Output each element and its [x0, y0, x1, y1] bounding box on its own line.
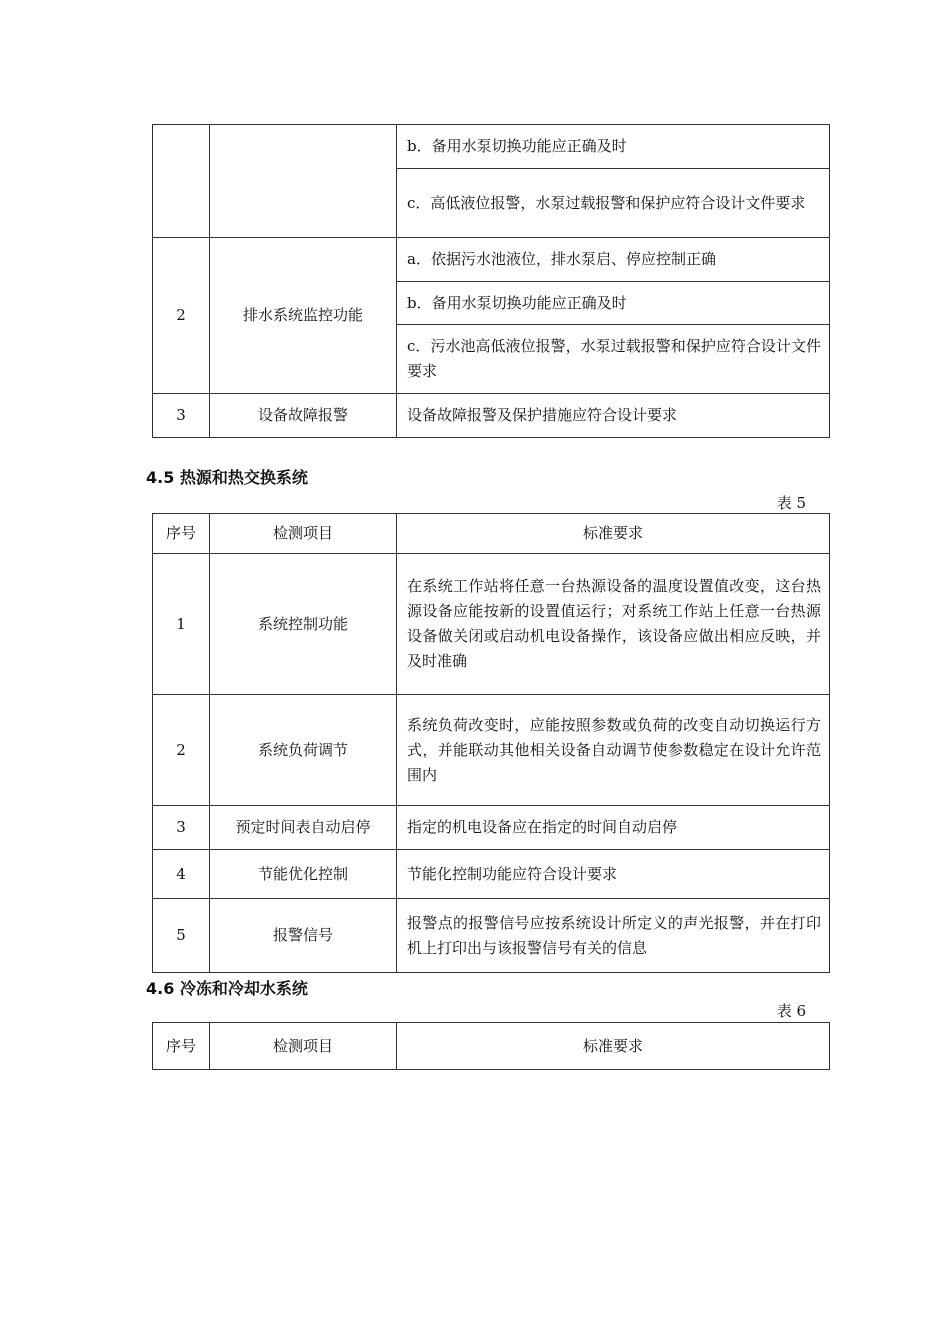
cell-req: 系统负荷改变时，应能按照参数或负荷的改变自动切换运行方式，并能联动其他相关设备自动调节使参数稳定在设计允许范围内 [397, 695, 830, 806]
table-header-row [153, 1023, 830, 1070]
cell-no: 5 [153, 899, 210, 973]
cell-req: 节能化控制功能应符合设计要求 [397, 850, 830, 899]
cell-item: 节能优化控制 [210, 850, 397, 899]
cell-item: 系统控制功能 [210, 554, 397, 695]
table-label-5: 表 5 [776, 494, 806, 512]
cell-req: a．依据污水池液位，排水泵启、停应控制正确 [397, 238, 830, 282]
cell-req: c．高低液位报警，水泵过载报警和保护应符合设计文件要求 [397, 169, 830, 238]
header-req: 标准要求 [397, 1023, 830, 1070]
table-6 [152, 1022, 830, 1070]
table-row [153, 899, 830, 973]
cell-req: 指定的机电设备应在指定的时间自动启停 [397, 806, 830, 850]
table-row [153, 125, 830, 169]
cell-item [210, 125, 397, 238]
cell-item: 设备故障报警 [210, 394, 397, 438]
table-row [153, 238, 830, 282]
cell-no: 1 [153, 554, 210, 695]
header-item: 检测项目 [210, 1023, 397, 1070]
table-label-6: 表 6 [776, 1002, 806, 1020]
cell-no: 4 [153, 850, 210, 899]
cell-no [153, 125, 210, 238]
cell-item: 排水系统监控功能 [210, 238, 397, 394]
section-title-4-5: 4.5 热源和热交换系统 [146, 468, 308, 487]
table-row [153, 806, 830, 850]
cell-item: 系统负荷调节 [210, 695, 397, 806]
cell-req: 报警点的报警信号应按系统设计所定义的声光报警，并在打印机上打印出与该报警信号有关的信息 [397, 899, 830, 973]
cell-no: 3 [153, 806, 210, 850]
table-row [153, 850, 830, 899]
table-row [153, 695, 830, 806]
table-row [153, 554, 830, 695]
header-no: 序号 [153, 514, 210, 554]
cell-req: 设备故障报警及保护措施应符合设计要求 [397, 394, 830, 438]
cell-no: 3 [153, 394, 210, 438]
table-header-row [153, 514, 830, 554]
table-continuation [152, 124, 830, 438]
cell-no: 2 [153, 695, 210, 806]
cell-req: c．污水池高低液位报警，水泵过载报警和保护应符合设计文件要求 [397, 325, 830, 394]
cell-item: 预定时间表自动启停 [210, 806, 397, 850]
header-req: 标准要求 [397, 514, 830, 554]
table-5 [152, 513, 830, 973]
header-item: 检测项目 [210, 514, 397, 554]
cell-req: b．备用水泵切换功能应正确及时 [397, 282, 830, 325]
cell-req: b．备用水泵切换功能应正确及时 [397, 125, 830, 169]
header-no: 序号 [153, 1023, 210, 1070]
cell-req: 在系统工作站将任意一台热源设备的温度设置值改变，这台热源设备应能按新的设置值运行；对系统工作站上任意一台热源设备做关闭或启动机电设备操作，该设备应做出相应反映，并及时准确 [397, 554, 830, 695]
table-row [153, 394, 830, 438]
section-title-4-6: 4.6 冷冻和冷却水系统 [146, 979, 308, 998]
cell-item: 报警信号 [210, 899, 397, 973]
cell-no: 2 [153, 238, 210, 394]
